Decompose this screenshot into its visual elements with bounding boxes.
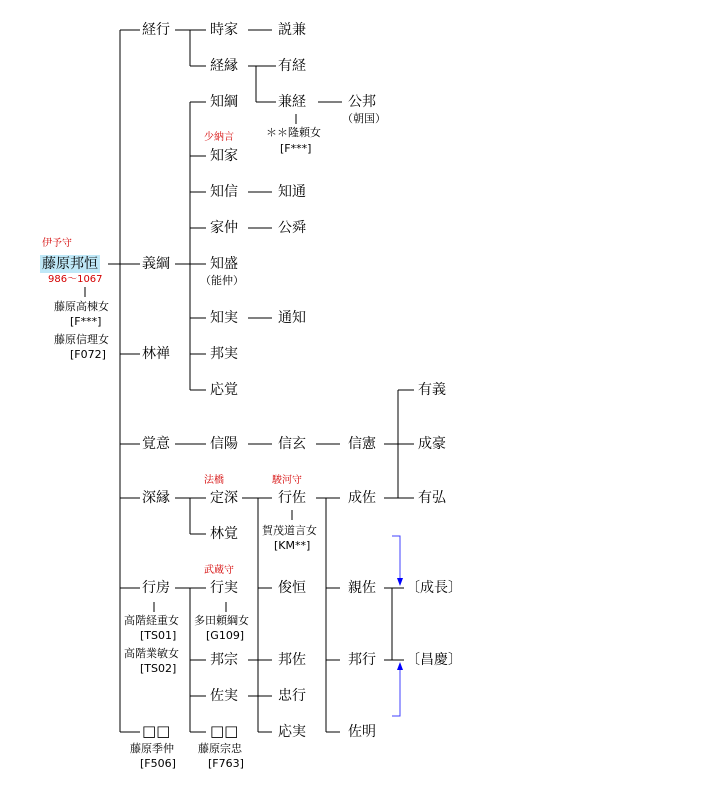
person-tadayuki: 忠行 [278,688,306,704]
root-wife1: 藤原高棟女 [54,300,109,313]
person-nobuharu: 信玄 [278,436,306,452]
person-ozane: 応実 [278,724,306,740]
person-kosyun: 公舜 [278,220,306,236]
person-rinzen: 林禅 [142,346,170,362]
person-setsuken: 説兼 [278,22,306,38]
person-tsuneyori: 経縁 [210,58,238,74]
root-title: 伊予守 [42,238,72,249]
person-nobunori: 信憲 [348,436,376,452]
person-jojin: 定深 [210,490,238,506]
person-kakui: 覚意 [142,436,170,452]
person-okaku: 応覚 [210,382,238,398]
person-yukizane: 行実 [210,580,238,596]
adoption-arrow-bottom [392,666,400,716]
yukisuke-title: 駿河守 [272,475,302,486]
root-wife2: 藤原信理女 [54,333,109,346]
person-narihide: 成豪 [418,436,446,452]
person-tomozane: 知実 [210,310,238,326]
jojin-title: 法橋 [204,475,224,486]
person-tomoie: 知家 [210,148,238,164]
person-keiko: 経行 [142,22,170,38]
kanetsune-wife-id: [F***] [280,142,312,155]
person-narisuke: 成佐 [348,490,376,506]
yukifusa-wife2: 高階業敏女 [124,647,179,660]
person-kimikuni: 公邦 [348,94,376,110]
person-gen1-unknown: □□ [142,722,171,740]
person-ienaka: 家仲 [210,220,238,236]
yukifusa-wife1-id: [TS01] [140,629,177,642]
person-kunisuke: 邦佐 [278,652,306,668]
gen2-unknown-mother: 藤原宗忠 [198,742,242,755]
person-kanetsune: 兼経 [278,94,306,110]
person-arihiro: 有弘 [418,490,446,506]
person-yukisuke: 行佐 [278,490,306,506]
arrow-head-top [397,578,403,586]
root-wife1-id: [F***] [70,315,102,328]
yukisuke-wife-id: [KM**] [274,539,311,552]
person-nobuaki: 信陽 [210,436,238,452]
yukizane-wife-id: [G109] [206,629,245,642]
person-seicho: 〔成長〕 [406,580,462,596]
gen1-unknown-mother: 藤原季仲 [130,742,174,755]
kanetsune-wife: ＊＊隆頼女 [266,126,321,139]
yukifusa-wife1: 高階経重女 [124,614,179,627]
adoption-arrow-top [392,536,400,582]
person-chikasuke: 親佐 [348,580,376,596]
person-yukifusa: 行房 [142,580,170,596]
root-years: 986～1067 [48,274,103,285]
person-tomonobu: 知信 [210,184,238,200]
person-tomomori: 知盛 [210,256,238,272]
person-shokei: 〔昌慶〕 [406,652,462,668]
gen1-unknown-mother-id: [F506] [140,757,176,770]
gen2-unknown-mother-id: [F763] [208,757,244,770]
person-tomotsuna: 知綱 [210,94,238,110]
person-aritsune: 有経 [278,58,306,74]
person-sukezane: 佐実 [210,688,238,704]
person-yoshitsuna: 義綱 [142,256,170,272]
yukizane-title: 武蔵守 [204,565,234,576]
person-ariyoshi: 有義 [418,382,446,398]
yukisuke-wife: 賀茂道言女 [262,524,317,537]
arrow-head-bottom [397,662,403,670]
person-kunimune: 邦宗 [210,652,238,668]
person-tomomichi: 知通 [278,184,306,200]
yukizane-wife: 多田頼綱女 [194,614,249,627]
person-kuniyuki: 邦行 [348,652,376,668]
person-rinkaku: 林覚 [210,526,238,542]
person-kunizane: 邦実 [210,346,238,362]
root-wife2-id: [F072] [70,348,106,361]
person-michitomo: 通知 [278,310,306,326]
tomoie-title: 少納言 [204,132,234,143]
person-gen2-unknown: □□ [210,722,239,740]
person-tokiie: 時家 [210,22,238,38]
root-name: 藤原邦恒 [42,256,98,272]
person-toshitsune: 俊恒 [278,580,306,596]
tomomori-alt: （能仲） [200,274,244,287]
yukifusa-wife2-id: [TS02] [140,662,177,675]
person-shinen: 深縁 [142,490,170,506]
person-sukeaki: 佐明 [348,724,376,740]
kimikuni-alt: （朝国） [342,112,386,125]
